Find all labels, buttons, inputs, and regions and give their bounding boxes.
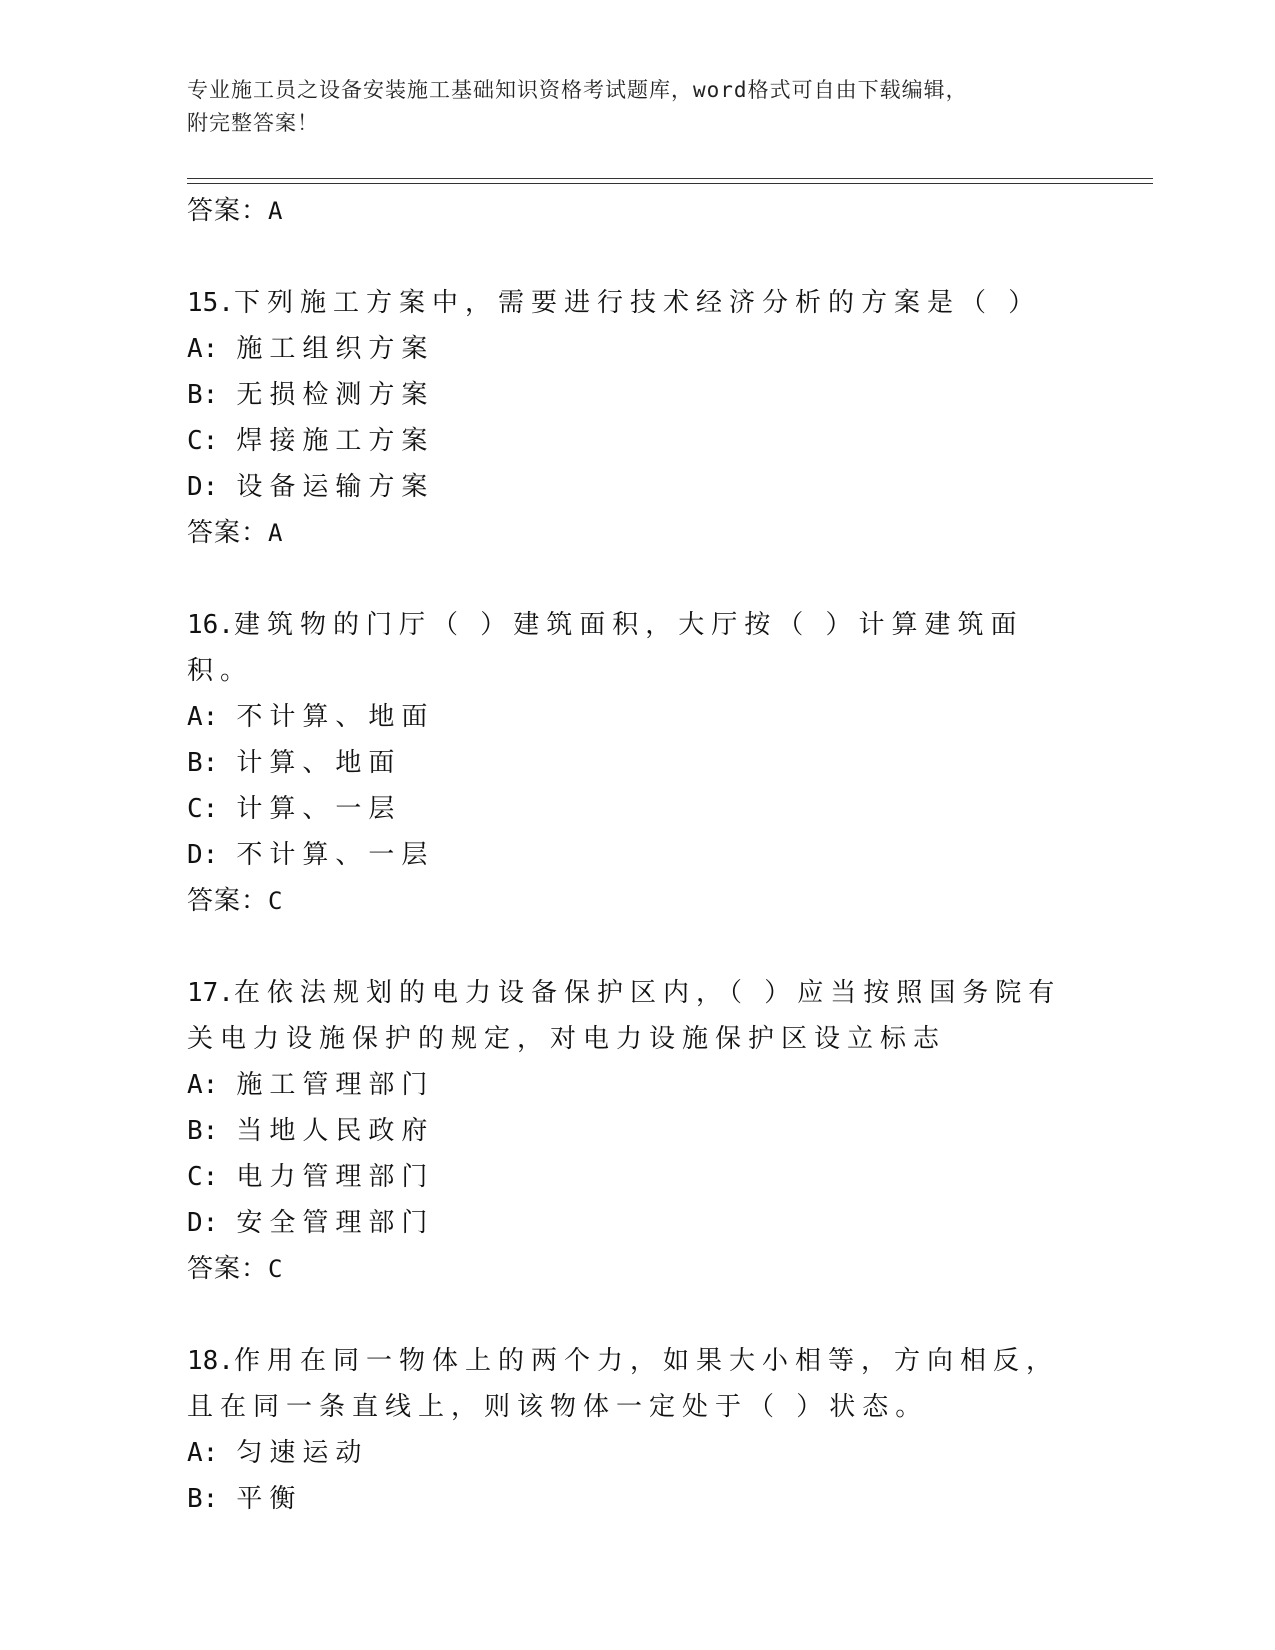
option-text: 施工组织方案 bbox=[236, 334, 435, 364]
question-number: 18. bbox=[187, 1346, 234, 1376]
option-text: 施工管理部门 bbox=[236, 1070, 435, 1100]
option-text: 无损检测方案 bbox=[236, 380, 435, 410]
question-text bbox=[187, 1338, 1087, 1430]
option-letter: A: bbox=[187, 334, 219, 364]
question-16 bbox=[187, 602, 1087, 924]
option-letter: C: bbox=[187, 1162, 219, 1192]
option-b bbox=[187, 1108, 1087, 1154]
answer-value: A bbox=[268, 197, 284, 225]
option-text: 平衡 bbox=[236, 1484, 303, 1514]
option-text: 计算、地面 bbox=[236, 748, 402, 778]
option-letter: A: bbox=[187, 1070, 219, 1100]
option-text: 安全管理部门 bbox=[236, 1208, 435, 1238]
option-a bbox=[187, 1430, 1087, 1476]
option-letter: B: bbox=[187, 1116, 219, 1146]
question-text bbox=[187, 970, 1087, 1062]
option-text: 计算、一层 bbox=[236, 794, 402, 824]
option-d bbox=[187, 832, 1087, 878]
option-a bbox=[187, 326, 1087, 372]
option-letter: B: bbox=[187, 380, 219, 410]
question-stem: 在依法规划的电力设备保护区内，（ ）应当按照国务院有关电力设施保护的规定，对电力设施保护区设立标志 bbox=[187, 978, 1062, 1054]
option-letter: C: bbox=[187, 794, 219, 824]
option-d bbox=[187, 464, 1087, 510]
answer-line bbox=[187, 510, 1087, 556]
header-divider-bottom bbox=[187, 183, 1153, 184]
answer-value: A bbox=[268, 519, 284, 547]
answer-line bbox=[187, 188, 1087, 234]
option-b bbox=[187, 372, 1087, 418]
option-c bbox=[187, 418, 1087, 464]
option-text: 电力管理部门 bbox=[236, 1162, 435, 1192]
option-letter: B: bbox=[187, 748, 219, 778]
question-stem: 作用在同一物体上的两个力，如果大小相等，方向相反，且在同一条直线上，则该物体一定处于（ ）状态。 bbox=[187, 1346, 1059, 1422]
option-letter: D: bbox=[187, 472, 219, 502]
question-number: 16. bbox=[187, 610, 234, 640]
question-text bbox=[187, 280, 1087, 326]
question-stem: 下列施工方案中，需要进行技术经济分析的方案是（ ） bbox=[233, 288, 1042, 318]
option-letter: C: bbox=[187, 426, 219, 456]
option-c bbox=[187, 786, 1087, 832]
header-line-2: 附完整答案！ bbox=[187, 111, 319, 135]
answer-value: C bbox=[268, 1255, 284, 1283]
option-d bbox=[187, 1200, 1087, 1246]
answer-label: 答案： bbox=[187, 196, 269, 226]
question-17 bbox=[187, 970, 1087, 1292]
answer-line bbox=[187, 878, 1087, 924]
document-header bbox=[187, 74, 1067, 140]
answer-line bbox=[187, 1246, 1087, 1292]
option-letter: D: bbox=[187, 1208, 219, 1238]
question-list bbox=[187, 188, 1087, 1522]
option-a bbox=[187, 694, 1087, 740]
answer-label: 答案： bbox=[187, 1254, 269, 1284]
option-text: 设备运输方案 bbox=[236, 472, 435, 502]
option-b bbox=[187, 1476, 1087, 1522]
option-letter: A: bbox=[187, 702, 219, 732]
header-divider-top bbox=[187, 178, 1153, 179]
option-a bbox=[187, 1062, 1087, 1108]
question-18 bbox=[187, 1338, 1087, 1522]
question-15 bbox=[187, 280, 1087, 556]
option-text: 匀速运动 bbox=[236, 1438, 369, 1468]
option-letter: D: bbox=[187, 840, 219, 870]
option-letter: B: bbox=[187, 1484, 219, 1514]
option-text: 不计算、地面 bbox=[236, 702, 435, 732]
option-text: 焊接施工方案 bbox=[236, 426, 435, 456]
option-text: 当地人民政府 bbox=[236, 1116, 435, 1146]
option-c bbox=[187, 1154, 1087, 1200]
answer-value: C bbox=[268, 887, 284, 915]
option-b bbox=[187, 740, 1087, 786]
question-text bbox=[187, 602, 1087, 694]
question-stem: 建筑物的门厅（ ）建筑面积，大厅按（ ）计算建筑面积。 bbox=[187, 610, 1024, 686]
answer-label: 答案： bbox=[187, 886, 269, 916]
header-line-1: 专业施工员之设备安装施工基础知识资格考试题库，word格式可自由下载编辑， bbox=[187, 78, 968, 102]
option-text: 不计算、一层 bbox=[236, 840, 435, 870]
answer-label: 答案： bbox=[187, 518, 269, 548]
question-number: 15. bbox=[187, 288, 234, 318]
question-number: 17. bbox=[187, 978, 234, 1008]
option-letter: A: bbox=[187, 1438, 219, 1468]
